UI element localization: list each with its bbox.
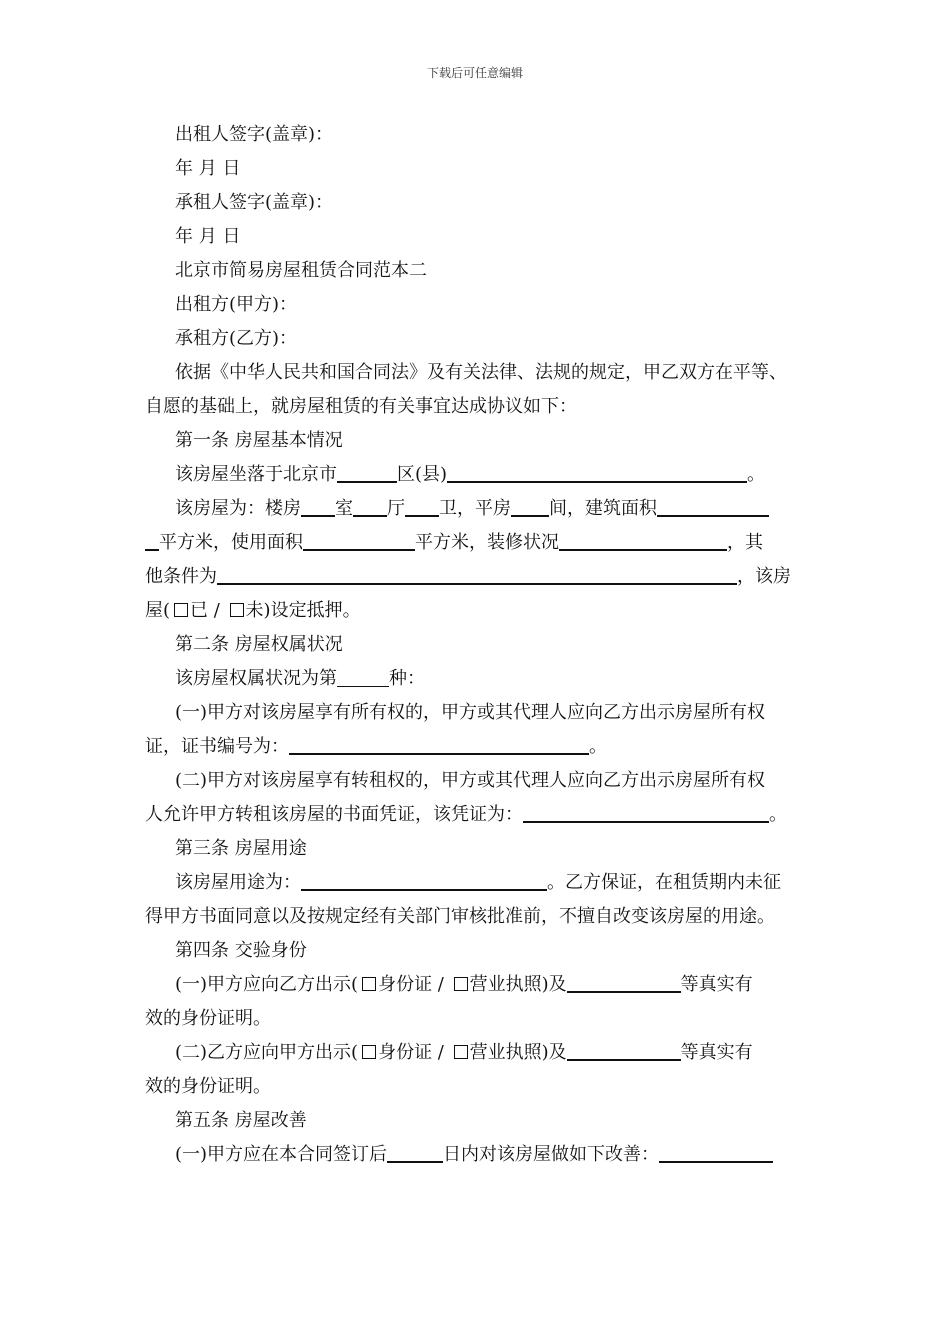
text: 该房屋坐落于北京市 <box>175 464 337 485</box>
floor-area-blank-cont <box>145 529 159 551</box>
article-5-title: 第五条 房屋改善 <box>175 1110 307 1131</box>
address-blank <box>447 461 747 483</box>
intro-line-1: 依据《中华人民共和国合同法》及有关法律、法规的规定，甲乙双方在平等、 <box>175 362 787 383</box>
text: 营业执照)及 <box>469 974 567 995</box>
article-1-location <box>145 458 813 492</box>
intro-line-2: 自愿的基础上，就房屋租赁的有关事宜达成协议如下： <box>145 396 577 417</box>
text: 该房屋用途为： <box>175 872 301 893</box>
checkbox-icon[interactable] <box>230 603 244 617</box>
article-3-line-1 <box>145 866 813 900</box>
text: (一)甲方应在本合同签订后 <box>175 1144 388 1165</box>
baths-blank <box>405 495 439 517</box>
page-header: 下载后可任意编辑 <box>426 66 523 80</box>
text: 人允许甲方转租该房屋的书面凭证，该凭证为： <box>145 804 523 825</box>
contract-title: 北京市简易房屋租赁合同范本二 <box>175 260 427 281</box>
improvement-blank <box>659 1141 773 1163</box>
checkbox-icon[interactable] <box>454 1045 468 1059</box>
text: 卫，平房 <box>439 498 511 519</box>
checkbox-icon[interactable] <box>174 603 188 617</box>
kind-blank <box>337 668 389 687</box>
article-4-item-2 <box>145 1036 813 1070</box>
halls-blank <box>353 495 387 517</box>
certificate-number-blank <box>289 733 589 755</box>
text: 平方米，使用面积 <box>159 532 303 553</box>
text: 未)设定抵押。 <box>245 600 361 621</box>
article-5-item-1 <box>145 1138 813 1172</box>
floor-area-blank <box>657 495 769 517</box>
district-blank <box>337 461 397 483</box>
article-1-line-2 <box>145 526 813 560</box>
text: 日内对该房屋做如下改善： <box>443 1144 660 1165</box>
lessee-date: 年 月 日 <box>175 226 241 247</box>
text: 等真实有 <box>680 1042 753 1063</box>
text: 室 <box>335 498 353 519</box>
text: 身份证 / <box>378 974 450 995</box>
article-2-title: 第二条 房屋权属状况 <box>175 634 343 655</box>
text: 他条件为 <box>145 566 217 587</box>
article-2-item-2-cont <box>145 798 813 832</box>
text: 该房屋权属状况为第 <box>175 668 337 689</box>
lessor-signature: 出租人签字(盖章)： <box>175 124 334 145</box>
text: 已 / <box>190 600 226 621</box>
article-4-item-1 <box>145 968 813 1002</box>
article-4-item-2-cont: 效的身份证明。 <box>145 1076 271 1097</box>
text: ，该房 <box>737 566 791 587</box>
contract-document <box>145 118 813 1172</box>
text: 区(县) <box>397 464 448 485</box>
article-3-title: 第三条 房屋用途 <box>175 838 307 859</box>
article-1-line-4 <box>145 594 813 628</box>
days-blank <box>387 1141 443 1163</box>
id-docs-blank <box>567 1039 681 1061</box>
decoration-blank <box>559 529 727 551</box>
text: 营业执照)及 <box>469 1042 567 1063</box>
article-4-title: 第四条 交验身份 <box>175 940 307 961</box>
text: 。 <box>769 804 787 825</box>
article-2-item-2: (二)甲方对该房屋享有转租权的，甲方或其代理人应向乙方出示房屋所有权 <box>175 770 766 791</box>
id-docs-blank <box>567 971 681 993</box>
rooms-blank <box>301 495 335 517</box>
usage-blank <box>301 869 547 891</box>
checkbox-icon[interactable] <box>362 1045 376 1059</box>
party-a: 出租方(甲方)： <box>175 294 298 315</box>
checkbox-icon[interactable] <box>454 977 468 991</box>
article-4-item-1-cont: 效的身份证明。 <box>145 1008 271 1029</box>
text: 。 <box>747 464 766 485</box>
lessor-date: 年 月 日 <box>175 158 241 179</box>
text: 厅 <box>387 498 405 519</box>
article-1-title: 第一条 房屋基本情况 <box>175 430 343 451</box>
text: 平方米，装修状况 <box>415 532 559 553</box>
checkbox-icon[interactable] <box>362 977 376 991</box>
text: 证，证书编号为： <box>145 736 289 757</box>
text: 屋( <box>145 600 171 621</box>
text: 等真实有 <box>680 974 753 995</box>
text: (二)乙方应向甲方出示( <box>175 1042 359 1063</box>
article-2-item-1: (一)甲方对该房屋享有所有权的，甲方或其代理人应向乙方出示房屋所有权 <box>175 702 766 723</box>
lessee-signature: 承租人签字(盖章)： <box>175 192 334 213</box>
article-3-line-2: 得甲方书面同意以及按规定经有关部门审核批准前，不擅自改变该房屋的用途。 <box>145 906 775 927</box>
article-2-item-1-cont <box>145 730 813 764</box>
text: 种： <box>389 668 425 689</box>
party-b: 承租方(乙方)： <box>175 328 298 349</box>
text: 间，建筑面积 <box>549 498 657 519</box>
text: (一)甲方应向乙方出示( <box>175 974 359 995</box>
text: 。 <box>589 736 607 757</box>
voucher-blank <box>523 801 769 823</box>
text: 。乙方保证，在租赁期内未征 <box>547 872 781 893</box>
text: ，其 <box>727 532 763 553</box>
article-1-line-3 <box>145 560 813 594</box>
text: 身份证 / <box>378 1042 450 1063</box>
text: 该房屋为：楼房 <box>175 498 301 519</box>
other-conditions-blank <box>217 563 737 585</box>
bungalow-blank <box>511 495 549 517</box>
article-1-description <box>145 492 813 526</box>
article-2-kind <box>145 662 813 696</box>
usable-area-blank <box>303 529 415 551</box>
